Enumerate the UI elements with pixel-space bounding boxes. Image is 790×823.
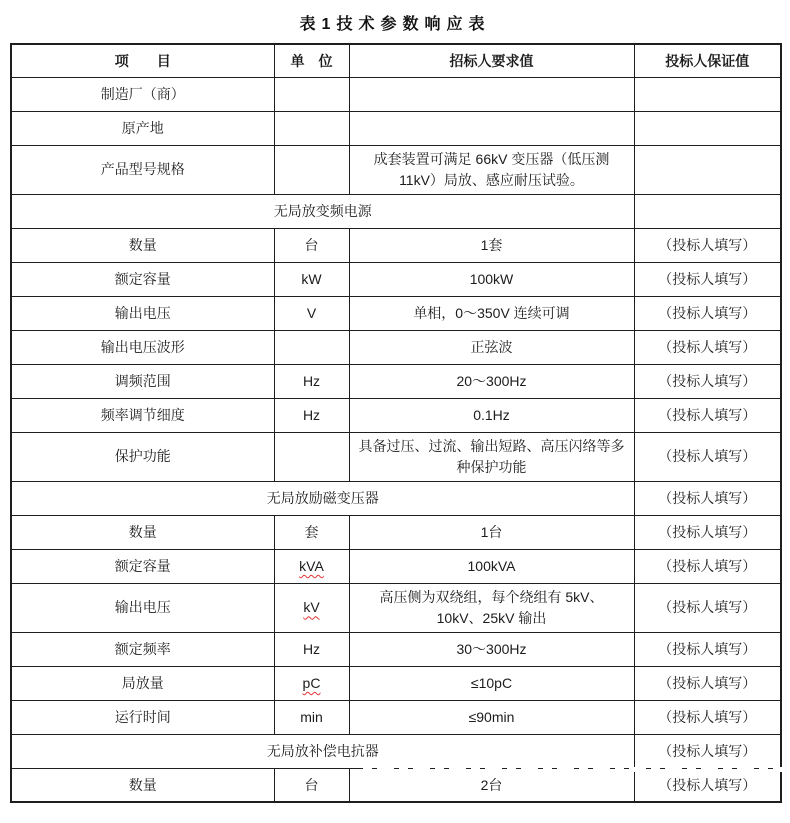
unit-text: 套 [304,523,319,540]
guarantee-value: （投标人填写） [634,228,781,262]
unit-text: V [306,304,317,321]
unit-value [274,768,349,802]
item-label: 数量 [11,515,274,549]
table-row [11,583,781,632]
table-row [11,364,781,398]
table-row [11,549,781,583]
item-label: 数量 [11,768,274,802]
guarantee-value: （投标人填写） [634,700,781,734]
guarantee-value [634,77,781,111]
unit-text: Hz [302,406,321,423]
item-label: 输出电压波形 [11,330,274,364]
item-label: 输出电压 [11,296,274,330]
item-label: 数量 [11,228,274,262]
table-row [11,296,781,330]
required-value: 2台 [349,768,634,802]
required-value: 30～300Hz [349,632,634,666]
table-header-row [11,44,781,77]
unit-value [274,549,349,583]
section-label: 无局放补偿电抗器 [11,734,634,768]
unit-text: min [300,708,323,725]
guarantee-value: （投标人填写） [634,632,781,666]
unit-text-spellcheck: pC [302,674,321,691]
unit-value [274,583,349,632]
unit-text: 台 [304,776,319,793]
unit-value [274,330,349,364]
item-label: 额定容量 [11,549,274,583]
unit-value [274,700,349,734]
unit-value [274,77,349,111]
table-body [11,77,781,802]
section-row [11,481,781,515]
unit-text: Hz [302,372,321,389]
guarantee-value: （投标人填写） [634,330,781,364]
unit-text: kW [301,270,322,287]
table-row [11,515,781,549]
required-value: 高压侧为双绕组，每个绕组有 5kV、10kV、25kV 输出 [349,583,634,632]
guarantee-value: （投标人填写） [634,262,781,296]
guarantee-value: （投标人填写） [634,364,781,398]
table-row [11,262,781,296]
required-value: 100kW [349,262,634,296]
required-value: ≤10pC [349,666,634,700]
unit-value [274,515,349,549]
table-row [11,432,781,481]
item-label: 原产地 [11,111,274,145]
section-label: 无局放励磁变压器 [11,481,634,515]
table-row [11,632,781,666]
required-value [349,111,634,145]
item-label: 运行时间 [11,700,274,734]
unit-text: Hz [302,640,321,657]
required-value: 成套装置可满足 66kV 变压器（低压测 11kV）局放、感应耐压试验。 [349,145,634,194]
guarantee-value: （投标人填写） [634,515,781,549]
table-row [11,700,781,734]
table-row [11,77,781,111]
table-row [11,666,781,700]
required-value [349,77,634,111]
unit-value [274,666,349,700]
guarantee-value: （投标人填写） [634,481,781,515]
unit-value [274,632,349,666]
page-title: 表1技术参数响应表 [299,16,491,33]
item-label: 制造厂（商） [11,77,274,111]
guarantee-value: （投标人填写） [634,296,781,330]
table-row [11,228,781,262]
guarantee-value [634,145,781,194]
required-value: 0.1Hz [349,398,634,432]
section-label: 无局放变频电源 [11,194,634,228]
guarantee-value: （投标人填写） [634,768,781,802]
item-label: 输出电压 [11,583,274,632]
section-row [11,194,781,228]
item-label: 局放量 [11,666,274,700]
guarantee-value: （投标人填写） [634,432,781,481]
parameter-table [10,43,782,803]
guarantee-value: （投标人填写） [634,398,781,432]
table-row [11,398,781,432]
item-label: 额定频率 [11,632,274,666]
unit-value [274,364,349,398]
required-value: 20～300Hz [349,364,634,398]
guarantee-value [634,194,781,228]
item-label: 调频范围 [11,364,274,398]
guarantee-value [634,111,781,145]
table-row [11,111,781,145]
section-row [11,734,781,768]
unit-value [274,262,349,296]
required-value: 单相，0～350V 连续可调 [349,296,634,330]
unit-value [274,432,349,481]
required-value: 1套 [349,228,634,262]
required-value: 正弦波 [349,330,634,364]
item-label: 频率调节细度 [11,398,274,432]
unit-value [274,296,349,330]
item-label: 保护功能 [11,432,274,481]
required-value: ≤90min [349,700,634,734]
header-guarantee-value-column: 投标人保证值 [634,44,781,77]
required-value: 1台 [349,515,634,549]
table-row [11,145,781,194]
table-row [11,768,781,802]
item-label: 额定容量 [11,262,274,296]
guarantee-value: （投标人填写） [634,549,781,583]
header-required-value-column: 招标人要求值 [349,44,634,77]
header-unit-column: 单 位 [274,44,349,77]
item-label: 产品型号规格 [11,145,274,194]
header-item-column: 项 目 [11,44,274,77]
unit-value [274,228,349,262]
unit-value [274,398,349,432]
unit-value [274,111,349,145]
unit-value [274,145,349,194]
table-row [11,330,781,364]
unit-text-spellcheck: kVA [299,557,324,574]
unit-text: 台 [304,236,319,253]
guarantee-value: （投标人填写） [634,583,781,632]
guarantee-value: （投标人填写） [634,666,781,700]
required-value: 100kVA [349,549,634,583]
guarantee-value: （投标人填写） [634,734,781,768]
table-container [10,43,780,803]
required-value: 具备过压、过流、输出短路、高压闪络等多种保护功能 [349,432,634,481]
unit-text-spellcheck: kV [303,599,320,616]
